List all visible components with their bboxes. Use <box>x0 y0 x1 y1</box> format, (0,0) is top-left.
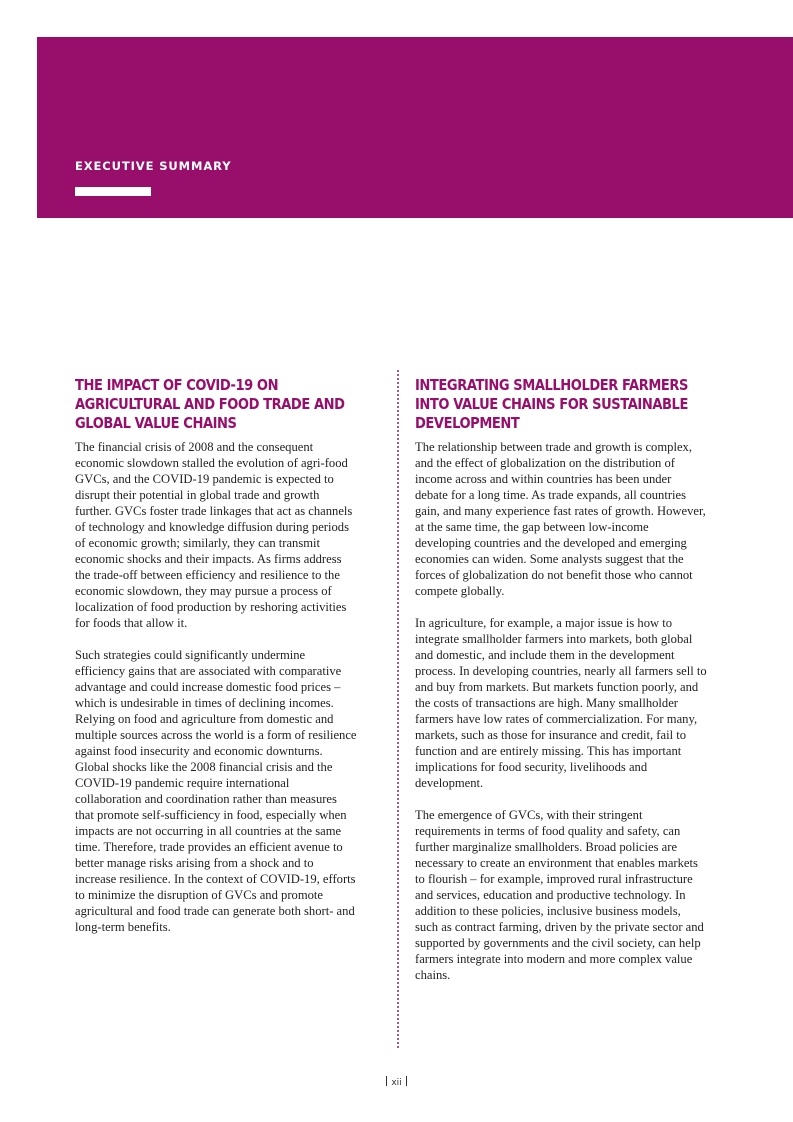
left-paragraph-1: The financial crisis of 2008 and the consequent economic slowdown stalled the evolution of agri-food GVCs, and the COVID-19 pandemic is expected to disrupt their potential in global trade and growth further. GVCs foster trade linkages that act as channels of technology and knowledge diffusion during periods of economic growth; similarly, they can transmit economic shocks and their impacts. As firms address the trade-off between efficiency and resilience to the economic slowdown, they may pursue a process of localization of food production by reshoring activities for foods that allow it. <box>75 440 353 630</box>
column-divider <box>397 370 399 1048</box>
page-number: xii <box>391 1078 402 1088</box>
left-paragraph-2: Such strategies could significantly undermine efficiency gains that are associated with comparative advantage and could increase domestic food prices – which is undesirable in times of declining incomes. Relying on food and agriculture from domestic and multiple sources across the world is a form of resilience against food insecurity and economic downturns. Global shocks like the 2008 financial crisis and the COVID-19 pandemic require international collaboration and coordination rather than measures that promote self-sufficiency in food, especially when impacts are not occurring in all countries at the same time. Therefore, trade provides an efficient avenue to better manage risks arising from a shock and to increase resilience. In the context of COVID-19, efforts to minimize the disruption of GVCs and promote agricultural and food trade can generate both short- and long-term benefits. <box>75 648 357 934</box>
section-underline-bar <box>75 187 151 196</box>
left-column-heading: THE IMPACT OF COVID-19 ON AGRICULTURAL AND FOOD TRADE AND GLOBAL VALUE CHAINS <box>75 376 345 432</box>
page-number-footer <box>0 1076 793 1088</box>
section-label: EXECUTIVE SUMMARY <box>75 159 232 173</box>
right-column-heading: INTEGRATING SMALLHOLDER FARMERS INTO VALUE CHAINS FOR SUSTAINABLE DEVELOPMENT <box>415 376 688 432</box>
right-paragraph-2: In agriculture, for example, a major issue is how to integrate smallholder farmers into markets, both global and domestic, and include them in the development process. In developing countries, nearly all farmers sell to and buy from markets. But markets function poorly, and the costs of transactions are high. Many smallholder farmers have low rates of commercialization. For many, markets, such as those for insurance and credit, fail to function and are entirely missing. This has important implications for food security, livelihoods and development. <box>415 616 707 790</box>
left-column <box>75 376 357 951</box>
right-paragraph-3: The emergence of GVCs, with their stringent requirements in terms of food quality and safety, can further marginalize smallholders. Broad policies are necessary to create an environment that enables markets to flourish – for example, improved rural infrastructure and services, education and productive technology. In addition to these policies, inclusive business models, such as contract farming, driven by the private sector and supported by governments and the civil society, can help farmers integrate into modern and more complex value chains. <box>415 808 704 982</box>
header-banner <box>37 37 793 218</box>
right-paragraph-1: The relationship between trade and growth is complex, and the effect of globalization on the distribution of income across and within countries has been under debate for a long time. As trade expands, all countries gain, and many experience fast rates of growth. However, at the same time, the gap between low-income developing countries and the developed and emerging economies can widen. Some analysts suggest that the forces of globalization do not benefit those who cannot compete globally. <box>415 440 706 598</box>
right-column <box>415 376 707 999</box>
page-number-left-rule <box>386 1076 387 1086</box>
page-number-right-rule <box>406 1076 407 1086</box>
